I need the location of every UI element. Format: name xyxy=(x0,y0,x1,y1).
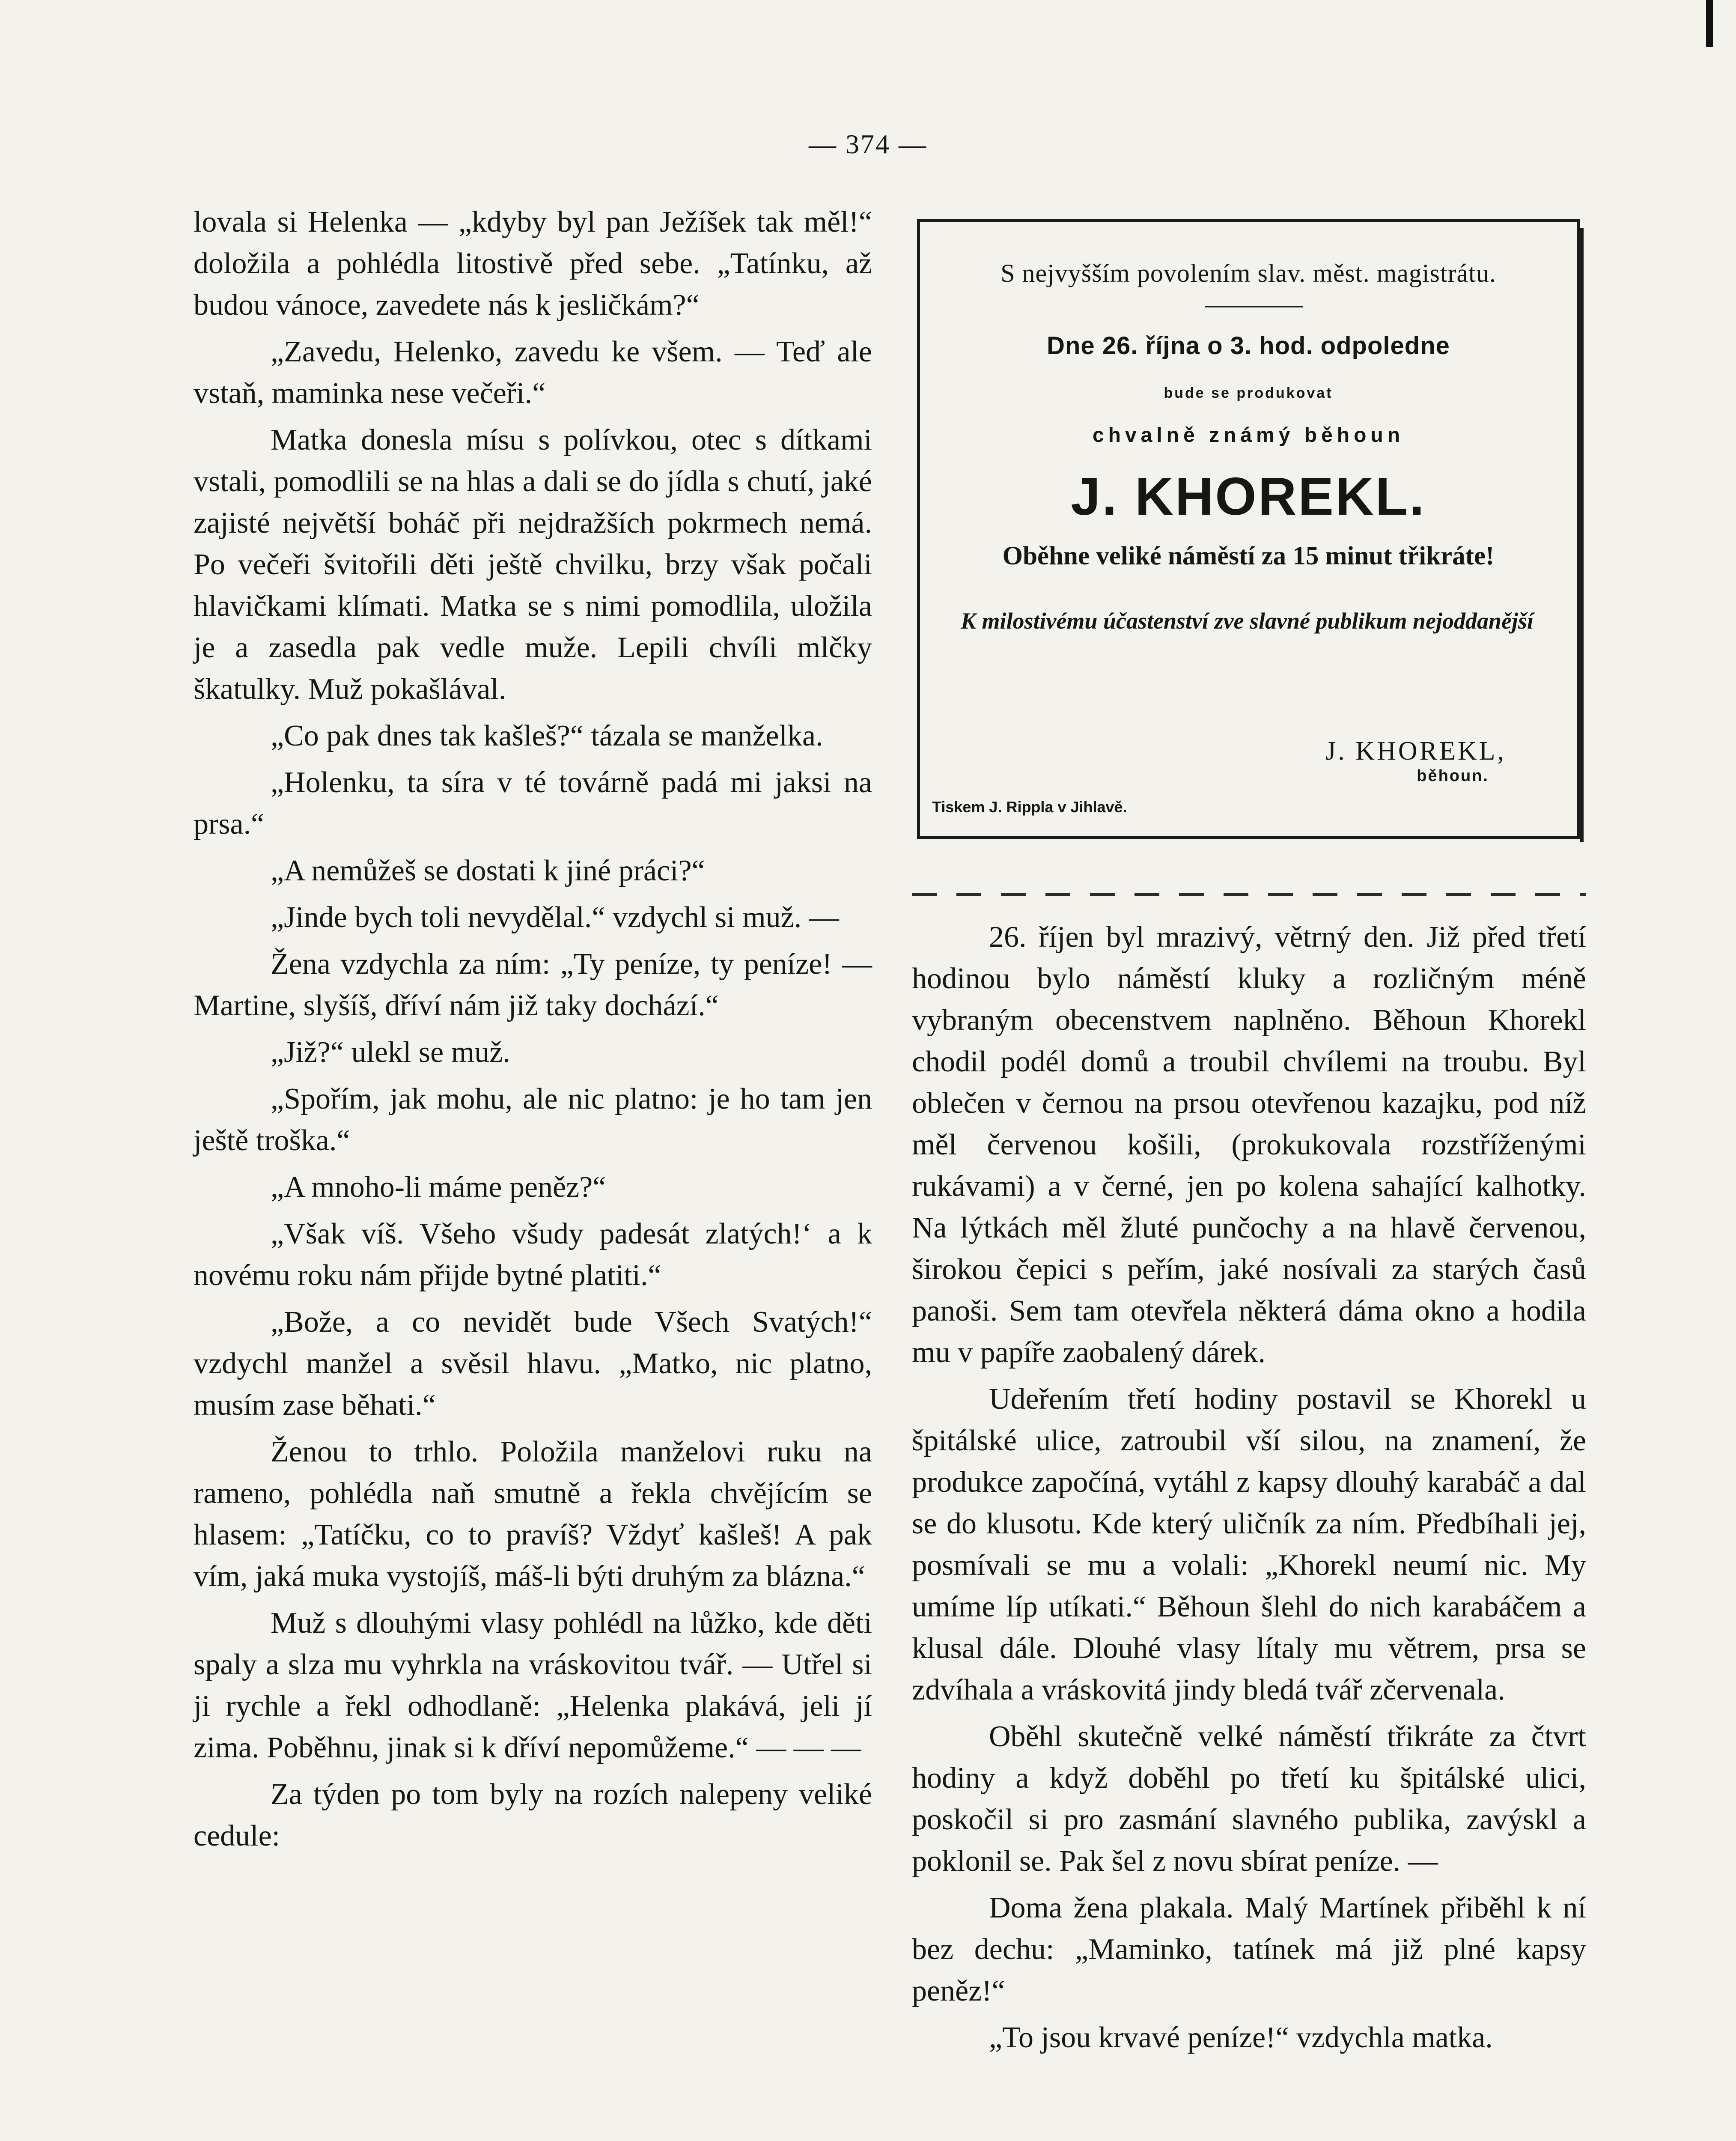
poster-invitation: K milostivému účastenství zve slavné publikum nejoddanější xyxy=(961,608,1534,634)
paragraph: Oběhl skutečně velké náměstí třikráte za čtvrt hodiny a když doběhl po třetí ku špitálské ulici, poskočil si pro zasmání slavného publika, zavýskl a poklonil se. Pak šel z novu sbírat peníze. — xyxy=(912,1720,1586,1878)
poster-divider xyxy=(1205,306,1303,307)
poster-will-perform: bude se produkovat xyxy=(1164,385,1333,401)
paragraph: „A mnoho-li máme peněz?“ xyxy=(271,1171,606,1204)
poster-announcement: Oběhne veliké náměstí za 15 minut třikráte! xyxy=(1002,542,1495,570)
paragraph: Ženou to trhlo. Položila manželovi ruku na rameno, pohlédla naň smutně a řekla chvějícím se hlasem: „Tatíčku, co to pravíš? Vždyť kašleš! A pak vím, jaká muka vystojíš, máš-li býti druhým za blázna.“ xyxy=(194,1435,872,1593)
notice-poster xyxy=(917,219,1580,839)
paragraph: Matka donesla mísu s polívkou, otec s dítkami vstali, pomodlili se na hlas a dali se do jídla s chutí, jaké zajisté největší boháč při nejdražších pokrmech nemá. Po večeři švitořili děti ještě chvilku, brzy však počali hlavičkami klímati. Matka se s nimi pomodlila, uložila je a zasedla pak vedle muže. Lepili chvíli mlčky škatulky. Muž pokašlával. xyxy=(194,423,872,706)
poster-printer: Tiskem J. Rippla v Jihlavě. xyxy=(932,798,1127,816)
poster-signature-title: běhoun. xyxy=(1417,767,1489,785)
poster-signature-name: J. KHOREKL, xyxy=(1325,737,1506,766)
paragraph: Udeřením třetí hodiny postavil se Khorekl u špitálské ulice, zatroubil vší silou, na znamení, že produkce započíná, vytáhl z kapsy dlouhý karabáč a dal se do klusotu. Kde který uličník za ním. Předbíhali jej, posmívali se mu a volali: „Khorekl neumí nic. My umíme líp utíkati.“ Běhoun šlehl do nich karabáčem a klusal dále. Dlouhé vlasy lítaly mu větrem, prsa se zdvíhala a vráskovitá jindy bledá tvář zčervenala. xyxy=(912,1383,1586,1706)
poster-well-known: chvalně známý běhoun xyxy=(1092,424,1405,447)
paragraph: Doma žena plakala. Malý Martínek přiběhl k ní bez dechu: „Maminko, tatínek má již plné kapsy peněz!“ xyxy=(912,1891,1586,2007)
paragraph: Žena vzdychla za ním: „Ty peníze, ty peníze! — Martine, slyšíš, dříví nám již taky dochází.“ xyxy=(194,948,872,1022)
paragraph: „Holenku, ta síra v té továrně padá mi jaksi na prsa.“ xyxy=(194,766,872,841)
paragraph: „Spořím, jak mohu, ale nic platno: je ho tam jen ještě troška.“ xyxy=(194,1082,872,1157)
paragraph: „Již?“ ulekl se muž. xyxy=(271,1036,510,1069)
paragraph: „A nemůžeš se dostati k jiné práci?“ xyxy=(271,854,705,887)
paragraph: Za týden po tom byly na rozích nalepeny veliké cedule: xyxy=(194,1778,872,1852)
paragraph: lovala si Helenka — „kdyby byl pan Ježíšek tak měl!“ doložila a pohlédla litostivě před sebe. „Tatínku, až budou vánoce, zavedete nás k jesličkám?“ xyxy=(194,206,872,322)
paragraph: „Však víš. Všeho všudy padesát zlatých!‘ a k novému roku nám přijde bytné platiti.“ xyxy=(194,1217,872,1292)
poster-permission: S nejvyšším povolením slav. měst. magistrátu. xyxy=(1001,259,1496,287)
right-column xyxy=(912,916,1586,2063)
paragraph: Muž s dlouhými vlasy pohlédl na lůžko, kde děti spaly a slza mu vyhrkla na vráskovitou tvář. — Utřel si ji rychle a řekl odhodlaně: „Helenka plakává, jeli jí zima. Poběhnu, jinak si k dříví nepomůžeme.“ — — — xyxy=(194,1607,872,1764)
dashed-separator xyxy=(912,893,1586,896)
paragraph: „Bože, a co nevidět bude Všech Svatých!“ vzdychl manžel a svěsil hlavu. „Matko, nic platno, musím zase běhati.“ xyxy=(194,1306,872,1422)
page-number: — 374 — xyxy=(809,129,927,159)
scan-edge-mark xyxy=(1706,0,1713,47)
poster-runner-name: J. KHOREKL. xyxy=(1071,467,1426,526)
left-column xyxy=(194,201,872,1862)
paragraph: „Zavedu, Helenko, zavedu ke všem. — Teď ale vstaň, maminka nese večeři.“ xyxy=(194,335,872,410)
paragraph: „Jinde bych toli nevydělal.“ vzdychl si muž. — xyxy=(271,901,839,934)
poster-date: Dne 26. října o 3. hod. odpoledne xyxy=(1047,332,1450,360)
paragraph: „Co pak dnes tak kašleš?“ tázala se manželka. xyxy=(271,719,823,752)
paragraph: „To jsou krvavé peníze!“ vzdychla matka. xyxy=(989,2021,1493,2054)
paragraph: 26. říjen byl mrazivý, větrný den. Již před třetí hodinou bylo náměstí kluky a rozličným méně vybraným obecenstvem naplněno. Běhoun Khorekl chodil podél domů a troubil chvílemi na troubu. Byl oblečen v černou na prsou otevřenou kazajku, pod níž měl červenou košili, (prokukovala rozstříženými rukávami) a v černé, jen po kolena sahající kalhotky. Na lýtkách měl žluté punčochy a na hlavě červenou, širokou čepici s peřím, jaké nosívali za starých časů panoši. Sem tam otevřela některá dáma okno a hodila mu v papíře zaobalený dárek. xyxy=(912,921,1586,1369)
poster-shadow xyxy=(1580,228,1584,842)
